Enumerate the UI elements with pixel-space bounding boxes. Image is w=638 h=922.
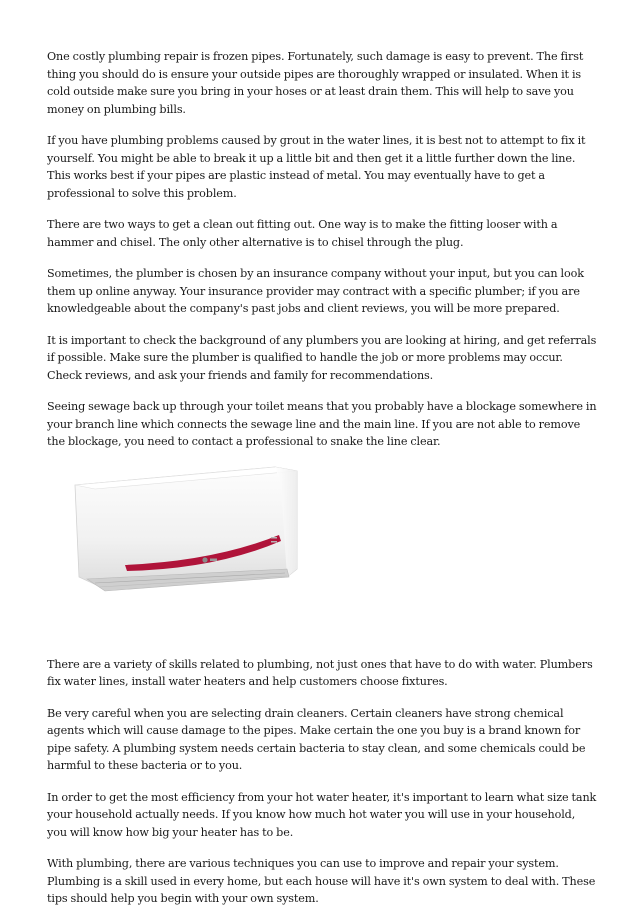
- paragraph-insurance-plumber: Sometimes, the plumber is chosen by an insurance company without your input, but you can look them up online anyway. Your insurance provider may contract with a specific plumber; if you are knowledgeable about the company's past jobs and client reviews, you will be more prepared.: [47, 267, 584, 315]
- paragraph-plumbing-skills: There are a variety of skills related to plumbing, not just ones that have to do with water. Plumbers fix water lines, install water heaters and help customers choose fixtures.: [47, 657, 593, 688]
- brand-logo-icon: [202, 557, 207, 562]
- paragraph-background-check: It is important to check the background of any plumbers you are looking at hiring, and get referrals if possible. Make sure the plumber is qualified to handle the job or more problems may occur. Check reviews, and ask your friends and family for recommendations.: [47, 333, 597, 382]
- paragraph-grout: If you have plumbing problems caused by grout in the water lines, it is best not to attempt to fix it yourself. You might be able to break it up a little bit and then get it a little further down the line. This works best if your pipes are plastic instead of metal. You may eventually have to get a professional to solve this problem.: [47, 134, 586, 200]
- paragraph-techniques: With plumbing, there are various techniques you can use to improve and repair your system. Plumbing is a skill used in every home, but each house will have it's own system to deal with. These tips should help you begin with your own system.: [47, 857, 596, 905]
- paragraph-frozen-pipes: One costly plumbing repair is frozen pipes. Fortunately, such damage is easy to prevent. The first thing you should do is ensure your outside pipes are thoroughly wrapped or insulated. When it is cold outside make sure you bring in your hoses or at least drain them. This will help to save you money on plumbing bills.: [47, 50, 584, 116]
- paragraph-clean-out-fitting: There are two ways to get a clean out fitting out. One way is to make the fitting looser with a hammer and chisel. The only other alternative is to chisel through the plug.: [47, 218, 558, 249]
- paragraph-sewage-backup: Seeing sewage back up through your toilet means that you probably have a blockage somewhere in your branch line which connects the sewage line and the main line. If you are not able to remove the blockage, you need to contact a professional to snake the line clear.: [47, 400, 597, 448]
- document-page: [47, 48, 597, 922]
- lower-section: [47, 656, 597, 908]
- air-conditioner-icon: [65, 465, 305, 615]
- air-conditioner-figure: [47, 465, 597, 640]
- paragraph-drain-cleaners: Be very careful when you are selecting drain cleaners. Certain cleaners have strong chemical agents which will cause damage to the pipes. Make certain the one you buy is a brand known for pipe safety. A plumbing system needs certain bacteria to stay clean, and some chemicals could be harmful to these bacteria or to you.: [47, 706, 586, 772]
- paragraph-water-heater: In order to get the most efficiency from your hot water heater, it's important to learn what size tank your household actually needs. If you know how much hot water you will use in your household, you will know how big your heater has to be.: [47, 790, 597, 839]
